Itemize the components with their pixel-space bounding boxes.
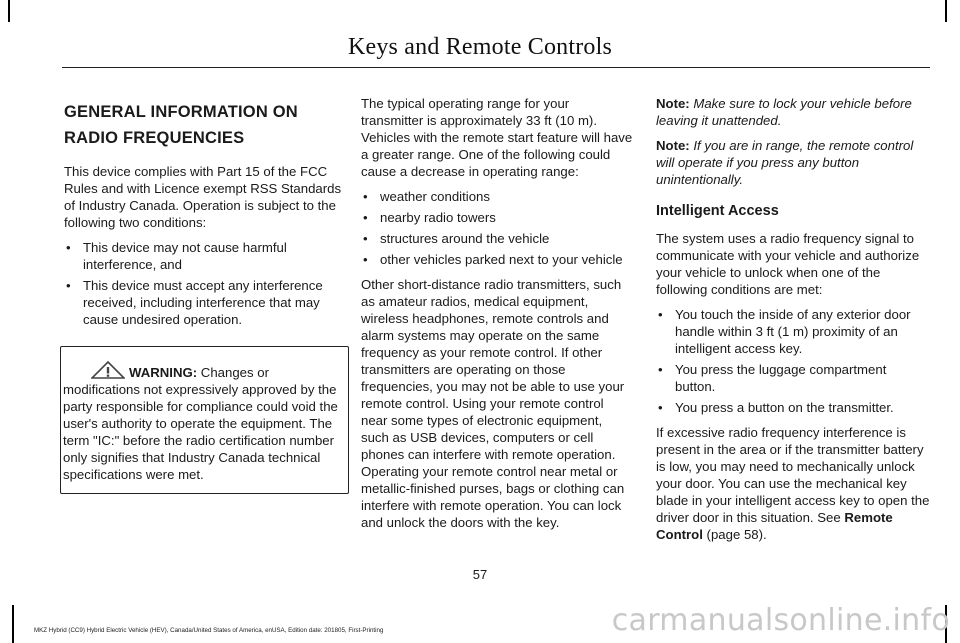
crop-mark-top-right — [945, 0, 947, 22]
title-divider — [62, 67, 930, 68]
section-heading-line-2: RADIO FREQUENCIES — [64, 129, 245, 147]
fcc-intro: This device complies with Part 15 of the FCC Rules and with Licence exempt RSS Standards of Industry Canada. Operation is subject to the following two conditions: — [64, 164, 342, 230]
unlock-conditions-list — [656, 306, 930, 416]
footer-text: MKZ Hybrid (CC9) Hybrid Electric Vehicle (HEV), Canada/United States of America, enUSA, Edition date: 201805, First-Printing — [34, 627, 384, 634]
remote-control-link[interactable]: Remote Control — [656, 510, 893, 542]
page-title: Keys and Remote Controls — [347, 34, 613, 60]
note-text: Make sure to lock your vehicle before leaving it unattended. — [656, 96, 912, 128]
list-item: • This device may not cause harmful interference, and — [64, 239, 344, 273]
warning-label: WARNING: — [129, 365, 198, 380]
warning-triangle-icon — [91, 361, 125, 379]
column-1 — [64, 95, 344, 494]
interference-note — [656, 424, 930, 543]
column-3 — [656, 95, 930, 551]
watermark-text: carmanualsonline.info — [611, 603, 950, 638]
list-item: • nearby radio towers — [361, 209, 633, 226]
warning-box — [60, 346, 349, 494]
list-item: • other vehicles parked next to your vehicle — [361, 251, 633, 268]
list-item: • weather conditions — [361, 188, 633, 205]
crop-mark-bottom-left — [12, 605, 14, 643]
closing-text: If excessive radio frequency interference is present in the area or if the transmitter battery is low, you may need to mechanically unlock your door. You can use the mechanical key blade in your intelligent access key to open the driver door in this situation. See — [656, 425, 930, 525]
list-item: • This device must accept any interference received, including interference that may cause undesired operation. — [64, 277, 344, 328]
intelligent-access-intro: The system uses a radio frequency signal to communicate with your vehicle and authorize your vehicle to unlock when one of the following conditions are met: — [656, 231, 920, 297]
note-lock — [656, 95, 930, 129]
note-range — [656, 137, 930, 188]
list-item: • structures around the vehicle — [361, 230, 633, 247]
interference-paragraph: Other short-distance radio transmitters, such as amateur radios, medical equipment, wireless headphones, remote controls and alarm systems may operate on the same frequency as your remote control. If other transmitters are operating on those frequencies, you may not be able to use your remote control. Using your remote control near some types of electronic equipment, such as USB devices, computers or cell phones can interfere with remote operation. Operating your remote control near metal or metallic-finished purses, bags or clothing can interfere with remote operation. You can lock and unlock the doors with the key. — [361, 277, 625, 530]
warning-text: Changes or modifications not expressively approved by the party responsible for compliance could void the user's authority to operate the equipment. The term "IC:" before the radio certification number only signifies that Industry Canada technical specifications were met. — [63, 365, 338, 482]
conditions-list — [64, 239, 344, 328]
list-item: • You touch the inside of any exterior door handle within 3 ft (1 m) proximity of an intelligent access key. — [656, 306, 930, 357]
list-item: • You press a button on the transmitter. — [656, 399, 930, 416]
column-2 — [361, 95, 633, 539]
note-text: If you are in range, the remote control will operate if you press any button unintentionally. — [656, 138, 914, 187]
page-reference: (page 58). — [702, 527, 767, 542]
section-heading — [64, 99, 344, 151]
note-label: Note: — [656, 96, 690, 111]
intelligent-access-heading: Intelligent Access — [656, 203, 779, 219]
crop-mark-top-left — [8, 0, 10, 22]
page-number: 57 — [472, 567, 488, 582]
section-heading-line-1: GENERAL INFORMATION ON — [64, 103, 298, 121]
range-intro: The typical operating range for your transmitter is approximately 33 ft (10 m). Vehicles with the remote start feature will have a greater range. One of the following could cause a decrease in operating range: — [361, 96, 633, 179]
note-label: Note: — [656, 138, 690, 153]
list-item: • You press the luggage compartment button. — [656, 361, 930, 395]
range-factors-list — [361, 188, 633, 268]
